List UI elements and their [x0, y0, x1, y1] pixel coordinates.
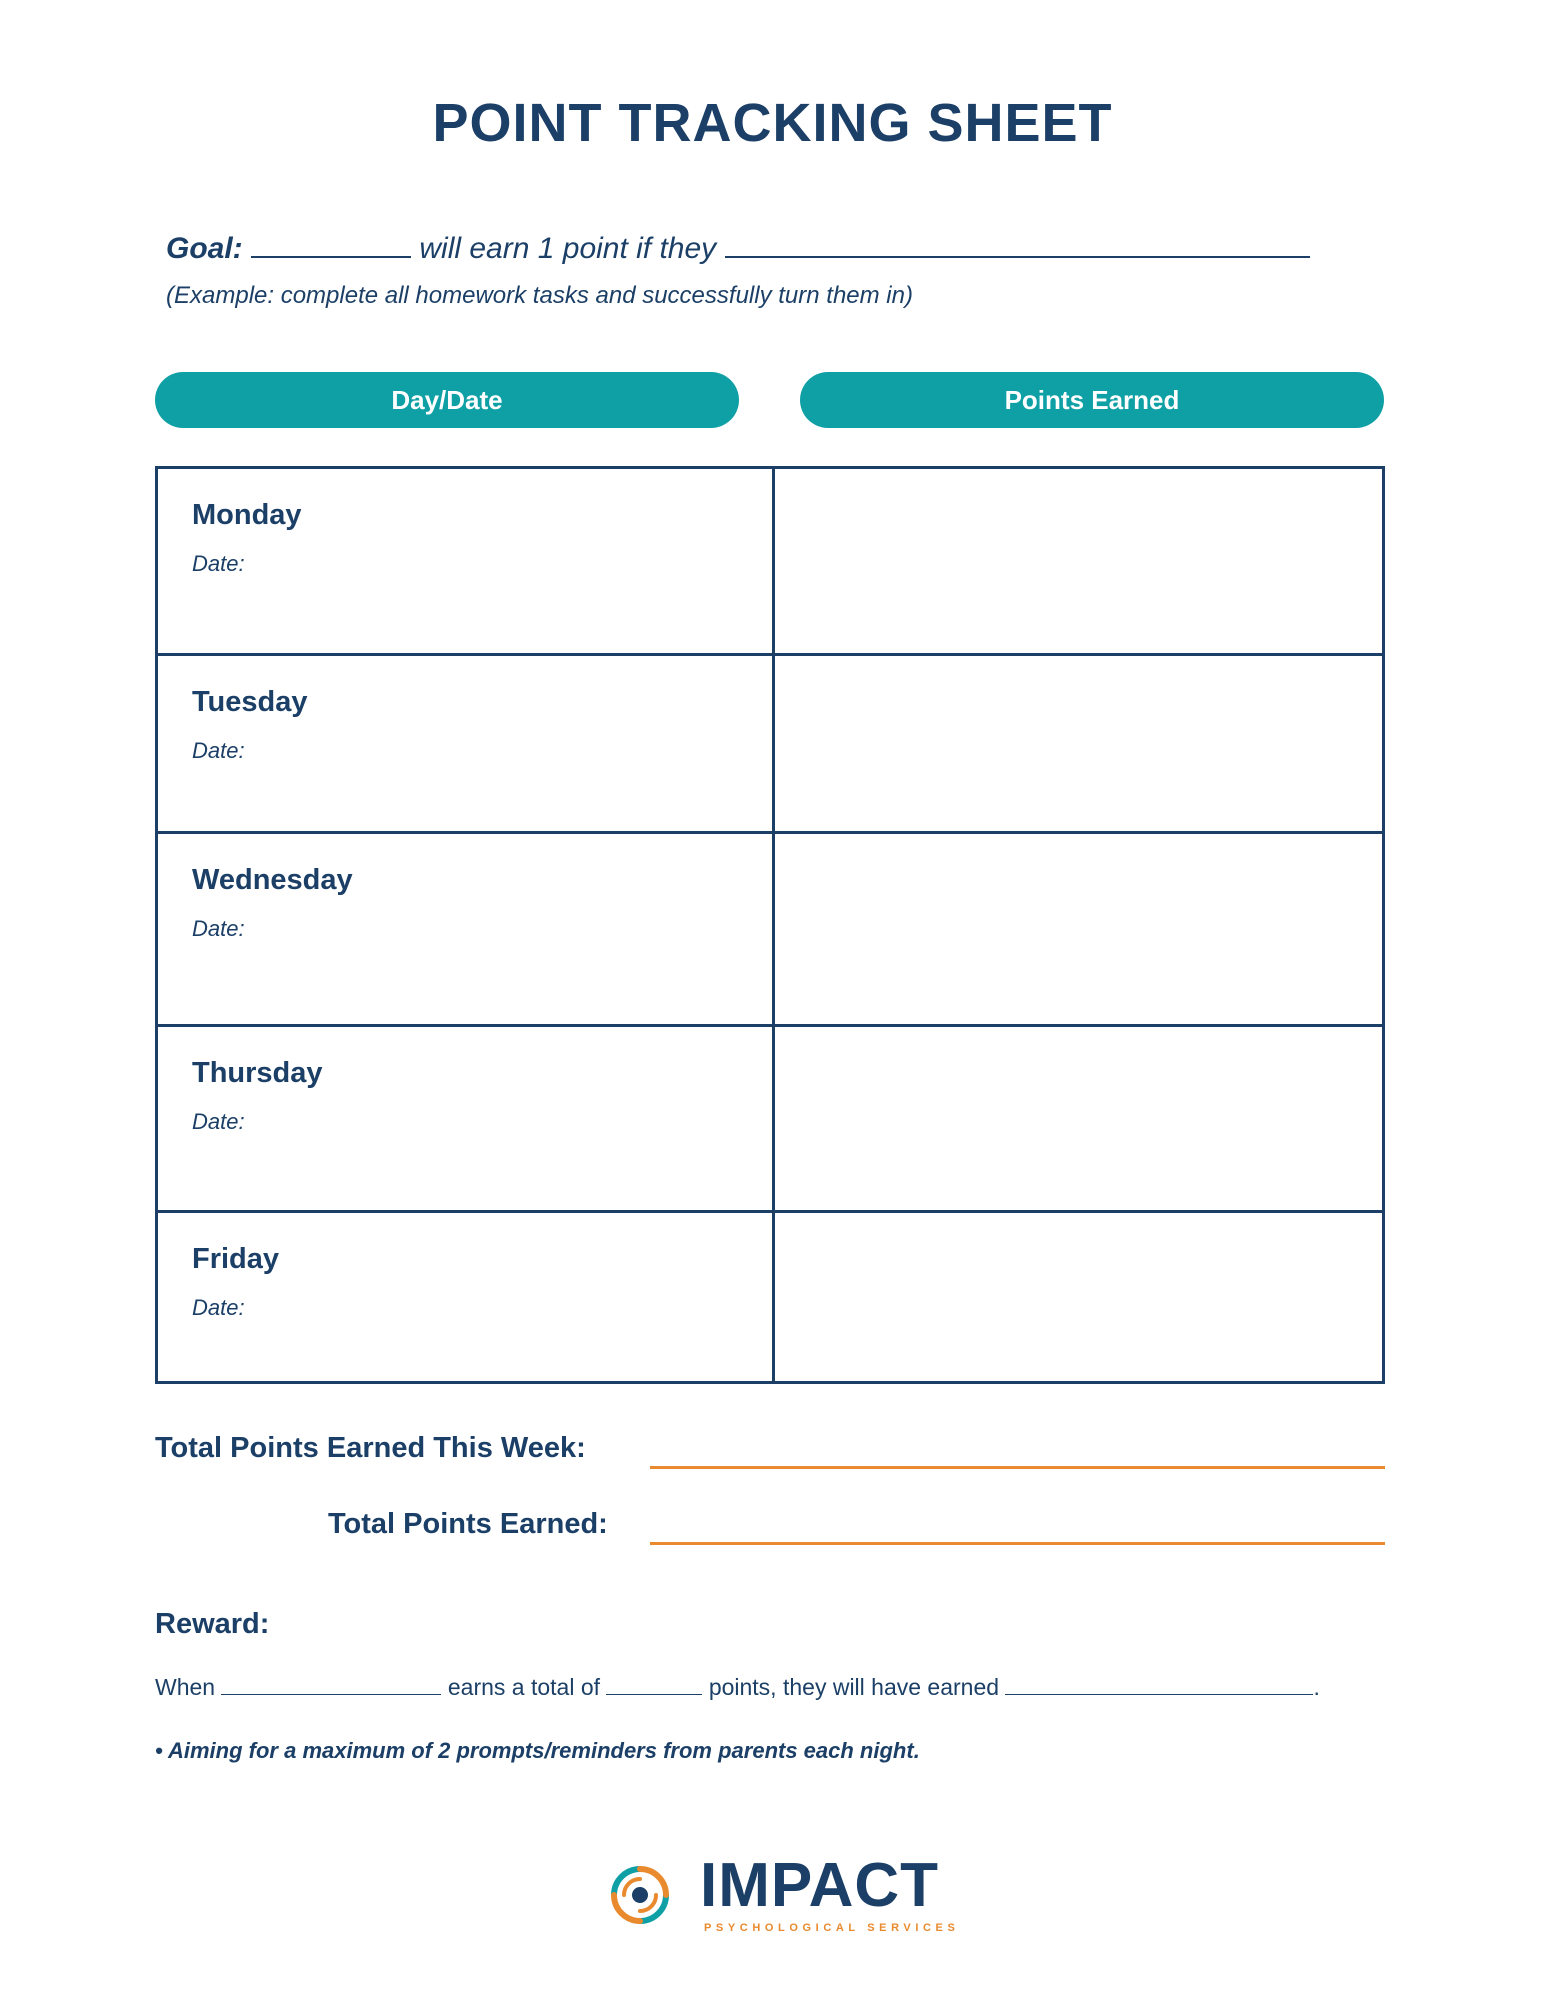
goal-example: (Example: complete all homework tasks and successfully turn them in): [166, 282, 913, 309]
points-cell[interactable]: [775, 656, 1382, 831]
table-row: [158, 469, 1382, 656]
date-label: Date:: [192, 1109, 245, 1134]
day-cell: [158, 1027, 775, 1210]
total-overall-blank[interactable]: [650, 1542, 1385, 1545]
table-row: [158, 834, 1382, 1027]
tracking-table: [155, 466, 1385, 1384]
points-cell[interactable]: [775, 1027, 1382, 1210]
date-label: Date:: [192, 1295, 245, 1320]
points-earned-header: Points Earned: [800, 372, 1384, 428]
points-cell[interactable]: [775, 834, 1382, 1024]
table-row: [158, 1027, 1382, 1213]
day-name: Monday: [192, 499, 302, 531]
day-name: Thursday: [192, 1057, 323, 1089]
reward-title: Reward:: [155, 1608, 270, 1640]
goal-behavior-blank[interactable]: [725, 230, 1310, 258]
reward-prize-blank[interactable]: [1005, 1674, 1313, 1695]
logo-name: IMPACT: [700, 1851, 940, 1920]
impact-logo: [600, 1850, 960, 1940]
points-cell[interactable]: [775, 1213, 1382, 1381]
reward-name-blank[interactable]: [221, 1674, 441, 1695]
reward-earns-total: earns a total of: [447, 1674, 601, 1700]
date-label: Date:: [192, 738, 245, 763]
table-row: [158, 1213, 1382, 1381]
day-name: Wednesday: [192, 864, 353, 896]
date-label: Date:: [192, 916, 245, 941]
day-date-header: Day/Date: [155, 372, 739, 428]
total-week-blank[interactable]: [650, 1466, 1385, 1469]
page-title: POINT TRACKING SHEET: [432, 93, 1113, 153]
day-cell: [158, 469, 775, 653]
day-cell: [158, 834, 775, 1024]
reward-sentence: [155, 1674, 1320, 1701]
points-cell[interactable]: [775, 469, 1382, 653]
reward-points-blank[interactable]: [606, 1674, 702, 1695]
goal-label: Goal:: [166, 232, 243, 265]
reward-points-earned: points, they will have earned: [708, 1674, 1000, 1700]
day-name: Friday: [192, 1243, 280, 1275]
reward-end: .: [1313, 1674, 1320, 1700]
reward-when: When: [155, 1674, 216, 1700]
day-name: Tuesday: [192, 686, 308, 718]
logo-subtitle: PSYCHOLOGICAL SERVICES: [704, 1922, 960, 1934]
day-cell: [158, 1213, 775, 1381]
date-label: Date:: [192, 551, 245, 576]
parent-prompt-note: • Aiming for a maximum of 2 prompts/reminders from parents each night.: [155, 1738, 920, 1763]
goal-middle-text: will earn 1 point if they: [419, 232, 717, 265]
total-week-label: Total Points Earned This Week:: [155, 1432, 586, 1464]
impact-logo-mark-icon: [600, 1855, 680, 1935]
goal-line: [166, 230, 1310, 266]
day-cell: [158, 656, 775, 831]
goal-name-blank[interactable]: [251, 230, 411, 258]
total-overall-label: Total Points Earned:: [328, 1508, 608, 1540]
table-row: [158, 656, 1382, 834]
